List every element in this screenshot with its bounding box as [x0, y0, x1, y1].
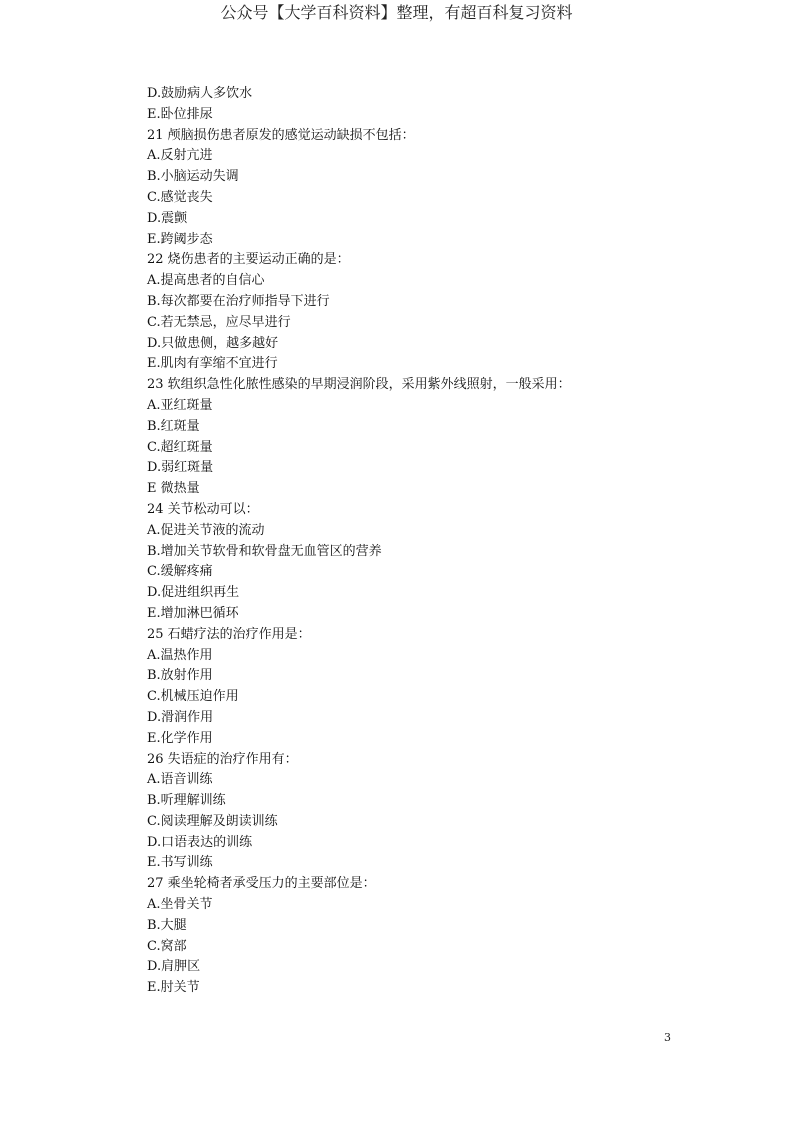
option-line: D.滑润作用: [147, 709, 214, 725]
option-line: E 微热量: [147, 481, 200, 497]
option-line: C.机械压迫作用: [147, 689, 239, 705]
option-line: A.坐骨关节: [147, 897, 213, 913]
option-line: D.只做患侧，越多越好: [147, 335, 279, 351]
option-line: E.卧位排尿: [147, 106, 213, 122]
option-line: A.反射亢进: [147, 148, 213, 164]
option-line: C.若无禁忌，应尽早进行: [147, 314, 291, 330]
option-line: E.增加淋巴循环: [147, 605, 239, 621]
option-line: A.语音训练: [147, 772, 213, 788]
option-line: D.鼓励病人多饮水: [147, 86, 253, 101]
question-line: 27 乘坐轮椅者承受压力的主要部位是：: [147, 876, 376, 892]
option-line: B.每次都要在治疗师指导下进行: [147, 293, 330, 309]
option-line: B.红斑量: [147, 418, 200, 434]
page-header: 公众号【大学百科资料】整理，有超百科复习资料: [220, 3, 573, 22]
option-line: A.提高患者的自信心: [147, 273, 265, 289]
page-number: 3: [664, 1031, 671, 1044]
option-line: C.感觉丧失: [147, 189, 213, 205]
option-line: C.阅读理解及朗读训练: [147, 813, 278, 829]
option-line: D.肩胛区: [147, 959, 201, 975]
option-line: B.增加关节软骨和软骨盘无血管区的营养: [147, 543, 382, 559]
option-line: E.书写训练: [147, 855, 213, 871]
option-line: A.促进关节液的流动: [147, 522, 265, 538]
option-line: D.弱红斑量: [147, 460, 214, 476]
option-line: B.听理解训练: [147, 793, 226, 809]
option-line: E.肌肉有挛缩不宜进行: [147, 356, 278, 372]
question-line: 24 关节松动可以：: [147, 501, 259, 517]
option-line: C.缓解疼痛: [147, 564, 213, 580]
option-line: E.跨阈步态: [147, 231, 213, 247]
option-line: A.温热作用: [147, 647, 213, 663]
option-line: C.窝部: [147, 938, 187, 954]
option-line: E.肘关节: [147, 980, 200, 996]
option-line: D.震颤: [147, 210, 188, 226]
question-line: 21 颅脑损伤患者原发的感觉运动缺损不包括：: [147, 127, 415, 143]
option-line: E.化学作用: [147, 730, 213, 746]
option-line: C.超红斑量: [147, 439, 213, 455]
option-line: B.大腿: [147, 917, 187, 933]
option-line: D.促进组织再生: [147, 585, 240, 601]
question-line: 22 烧伤患者的主要运动正确的是：: [147, 252, 350, 268]
document-body: [147, 84, 687, 999]
option-line: D.口语表达的训练: [147, 834, 253, 850]
question-line: 26 失语症的治疗作用有：: [147, 751, 298, 767]
option-line: A.亚红斑量: [147, 397, 213, 413]
option-line: B.小脑运动失调: [147, 169, 239, 185]
question-line: 25 石蜡疗法的治疗作用是：: [147, 626, 311, 642]
question-line: 23 软组织急性化脓性感染的早期浸润阶段，采用紫外线照射，一般采用：: [147, 377, 571, 393]
option-line: B.放射作用: [147, 668, 213, 684]
